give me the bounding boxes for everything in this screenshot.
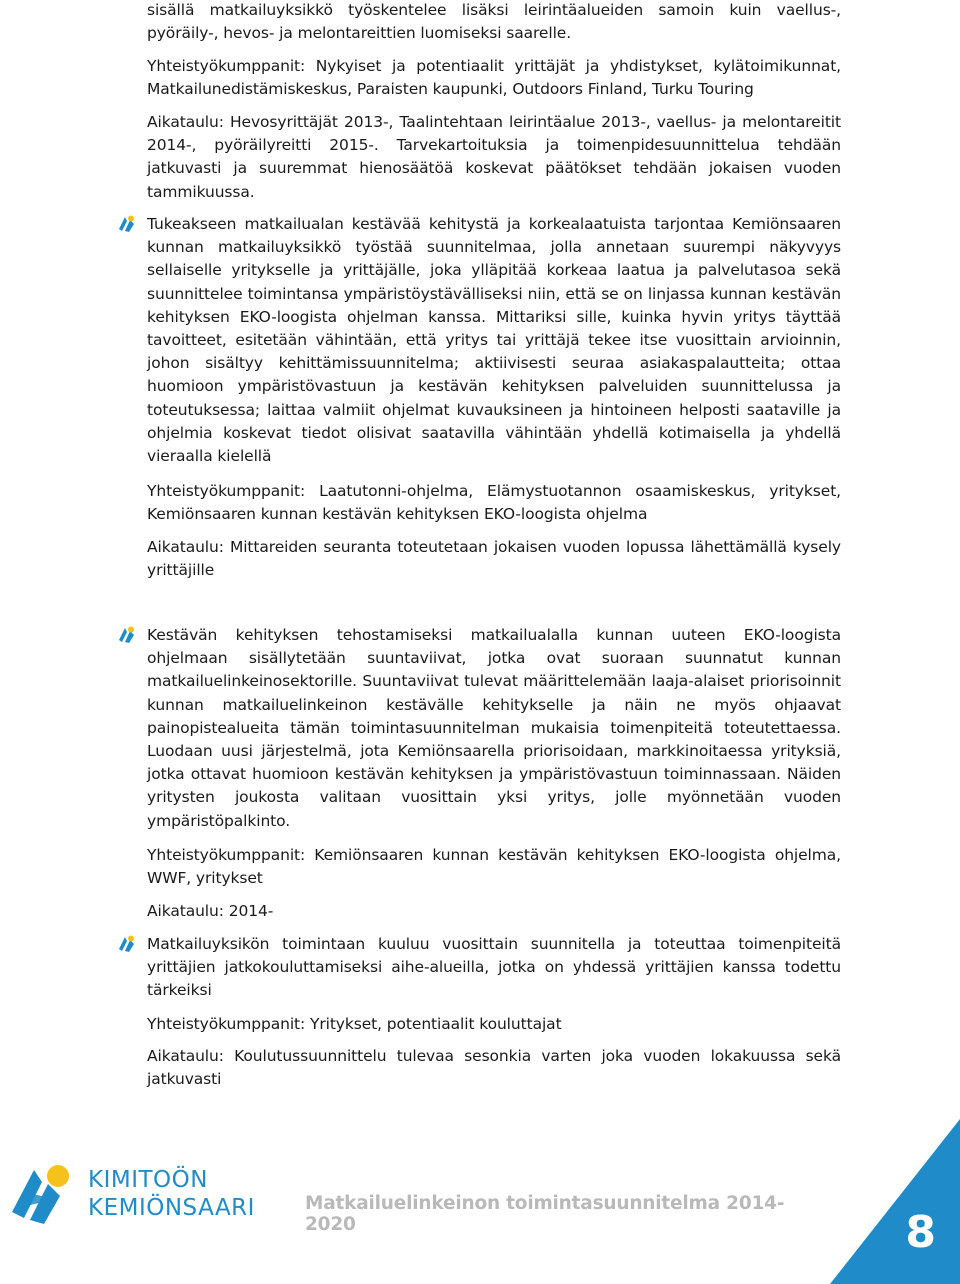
kimitoon-kemionsaari-logo	[8, 1160, 255, 1230]
bullet-item-training	[147, 933, 841, 1003]
paragraph-6: Aikataulu: Mittareiden seuranta toteutetaan jokaisen vuoden lopussa lähettämällä kysely yrittäjille	[147, 538, 841, 580]
paragraph-7: Kestävän kehityksen tehostamiseksi matkailualalla kunnan uuteen EKO-loogista ohjelmaan sisällytetään suuntaviivat, jotka ovat suoraan suunnatut kunnan matkailuelinkeinosektorille. Suuntaviivat tulevat määrittelemään laaja-alaiset priorisoinnit kunnan matkailuelinkeinon kestävälle kehitykselle ja näin ne myös ohjaavat painopistealueita tämän toimintasuunnitelman mukaisia toimenpiteitä toteutettaessa. Luodaan uusi järjestelmä, jota Kemiönsaarella priorisoidaan, markkinoitaessa yrityksiä, jotka ottavat huomioon kestävän kehityksen ja ympäristövastuun toiminnassaan. Näiden yritysten joukosta valitaan vuosittain yksi yritys, jolle myönnetään vuoden ympäristöpalkinto.	[147, 626, 841, 830]
bullet-item-quality	[147, 213, 841, 468]
paragraph-12: Aikataulu: Koulutussuunnittelu tulevaa sesonkia varten joka vuoden lokakuussa sekä jatkuvasti	[147, 1047, 841, 1089]
page-number: 8	[905, 1207, 936, 1258]
page-corner-decoration	[830, 1119, 960, 1284]
paragraph-4: Tukeakseen matkailualan kestävää kehitystä ja korkealaatuista tarjontaa Kemiönsaaren kunnan matkailuyksikkö työstää suunnitelmaa, jolla annetaan suurempi näkyvyys sellaiselle yritykselle ja yrittäjälle, joka ylläpitää korkeaa laatua ja palvelutasoa sekä suunnittelee toimintansa ympäristöystävälliseksi niin, että se on linjassa kunnan kestävän kehityksen EKO-loogista ohjelman kanssa. Mittariksi sille, kuinka hyvin yritys täyttää tavoitteet, esitetään vähintään, että yritys tai yrittäjä tekee itse vuosittain arvioinnin, johon sisältyy kehittämissuunnitelma; aktiivisesti seuraa asiakaspalautteita; ottaa huomioon ympäristövastuun ja kestävän kehityksen palveluiden suunnittelussa ja toteutuksessa; laittaa valmiit ohjelmat kuvauksineen ja hintoineen helposti saataville ja ohjelmia koskevat tiedot olisivat saatavilla vähintään yhdellä kotimaisella ja yhdellä vieraalla kielellä	[147, 215, 841, 466]
paragraph-2: Yhteistyökumppanit: Nykyiset ja potentiaalit yrittäjät ja yhdistykset, kylätoimikunnat, Matkailunedistämiskeskus, Paraisten kaupunki, Outdoors Finland, Turku Touring	[147, 57, 841, 99]
footer-document-title: Matkailuelinkeinon toimintasuunnitelma 2014-2020	[305, 1193, 785, 1235]
paragraph-1: sisällä matkailuyksikkö työskentelee lisäksi leirintäalueiden samoin kuin vaellus-, pyöräily-, hevos- ja melontareittien luomiseksi saarelle.	[147, 1, 841, 43]
logo-mark-icon	[8, 1160, 84, 1230]
logo-line-2: KEMIÖNSAARI	[88, 1195, 255, 1221]
paragraph-11: Yhteistyökumppanit: Yritykset, potentiaalit kouluttajat	[147, 1015, 562, 1033]
sun-bullet-icon	[116, 626, 136, 644]
paragraph-3: Aikataulu: Hevosyrittäjät 2013-, Taalintehtaan leirintäalue 2013-, vaellus- ja melontareitit 2014-, pyöräilyreitti 2015-. Tarvekartoituksia ja toimenpidesuunnittelua tehdään jatkuvasti ja suuremmat hienosäätöä koskevat päätökset tehdään jokaisen vuoden tammikuussa.	[147, 113, 841, 201]
sun-bullet-icon	[116, 935, 136, 953]
paragraph-9: Aikataulu: 2014-	[147, 902, 274, 920]
paragraph-5: Yhteistyökumppanit: Laatutonni-ohjelma, Elämystuotannon osaamiskeskus, yritykset, Kemiönsaaren kunnan kestävän kehityksen EKO-loogista ohjelma	[147, 482, 841, 524]
logo-line-1: KIMITOÖN	[88, 1167, 208, 1193]
sun-bullet-icon	[116, 215, 136, 233]
bullet-item-eco	[147, 624, 841, 833]
paragraph-8: Yhteistyökumppanit: Kemiönsaaren kunnan kestävän kehityksen EKO-loogista ohjelma, WWF, yritykset	[147, 846, 841, 888]
paragraph-10: Matkailuyksikön toimintaan kuuluu vuosittain suunnitella ja toteuttaa toimenpiteitä yrittäjien jatkokouluttamiseksi aihe-alueilla, jotka on yhdessä yrittäjien kanssa todettu tärkeiksi	[147, 935, 841, 1000]
